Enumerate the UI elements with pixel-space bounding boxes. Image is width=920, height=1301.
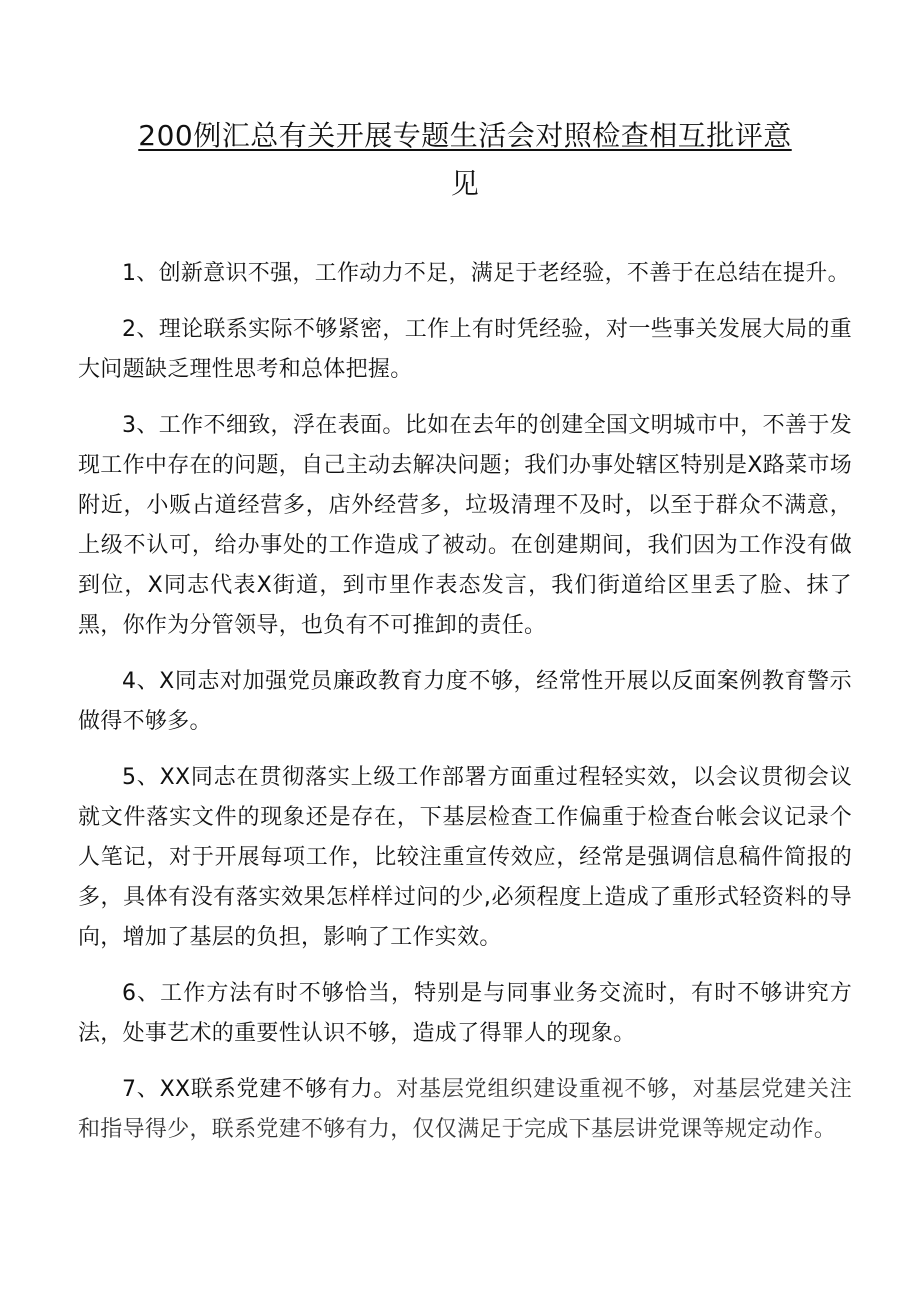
title-line-1: 200例汇总有关开展专题生活会对照检查相互批评意 xyxy=(138,119,792,152)
paragraph-5: 5、XX同志在贯彻落实上级工作部署方面重过程轻实效，以会议贯彻会议就文件落实文件的现象还是存在，下基层检查工作偏重于检查台帐会议记录个人笔记，对于开展每项工作，比较注重宣传效应，经常是强调信息稿件简报的多，具体有没有落实效果怎样样过问的少,必须程度上造成了重形式轻资料的导向，增加了基层的负担，影响了工作实效。 xyxy=(78,765,852,950)
document-title xyxy=(78,112,852,208)
paragraph-2: 2、理论联系实际不够紧密，工作上有时凭经验，对一些事关发展大局的重大问题缺乏理性思考和总体把握。 xyxy=(78,317,852,382)
paragraph-6: 6、工作方法有时不够恰当，特别是与同事业务交流时，有时不够讲究方法，处事艺术的重要性认识不够，造成了得罪人的现象。 xyxy=(78,981,852,1046)
paragraph-7 xyxy=(78,1070,852,1150)
paragraph-7-body: 对基层党组织建设重视不够，对基层党建关注和指导得少，联系党建不够有力，仅仅满足于完成下基层讲党课等规定动作。 xyxy=(78,1077,852,1142)
paragraph-3: 3、工作不细致，浮在表面。比如在去年的创建全国文明城市中，不善于发现工作中存在的问题，自己主动去解决问题；我们办事处辖区特别是X路菜市场附近，小贩占道经营多，店外经营多，垃圾清理不及时，以至于群众不满意，上级不认可，给办事处的工作造成了被动。在创建期间，我们因为工作没有做到位，X同志代表X街道，到市里作表态发言，我们街道给区里丢了脸、抹了黑，你作为分管领导，也负有不可推卸的责任。 xyxy=(78,413,852,638)
paragraph-4: 4、X同志对加强党员廉政教育力度不够，经常性开展以反面案例教育警示做得不够多。 xyxy=(78,669,852,734)
paragraph-1: 1、创新意识不强，工作动力不足，满足于老经验，不善于在总结在提升。 xyxy=(122,261,850,286)
paragraph-7-lead: 7、XX联系党建不够有力。 xyxy=(122,1077,397,1102)
title-line-2: 见 xyxy=(450,167,480,200)
